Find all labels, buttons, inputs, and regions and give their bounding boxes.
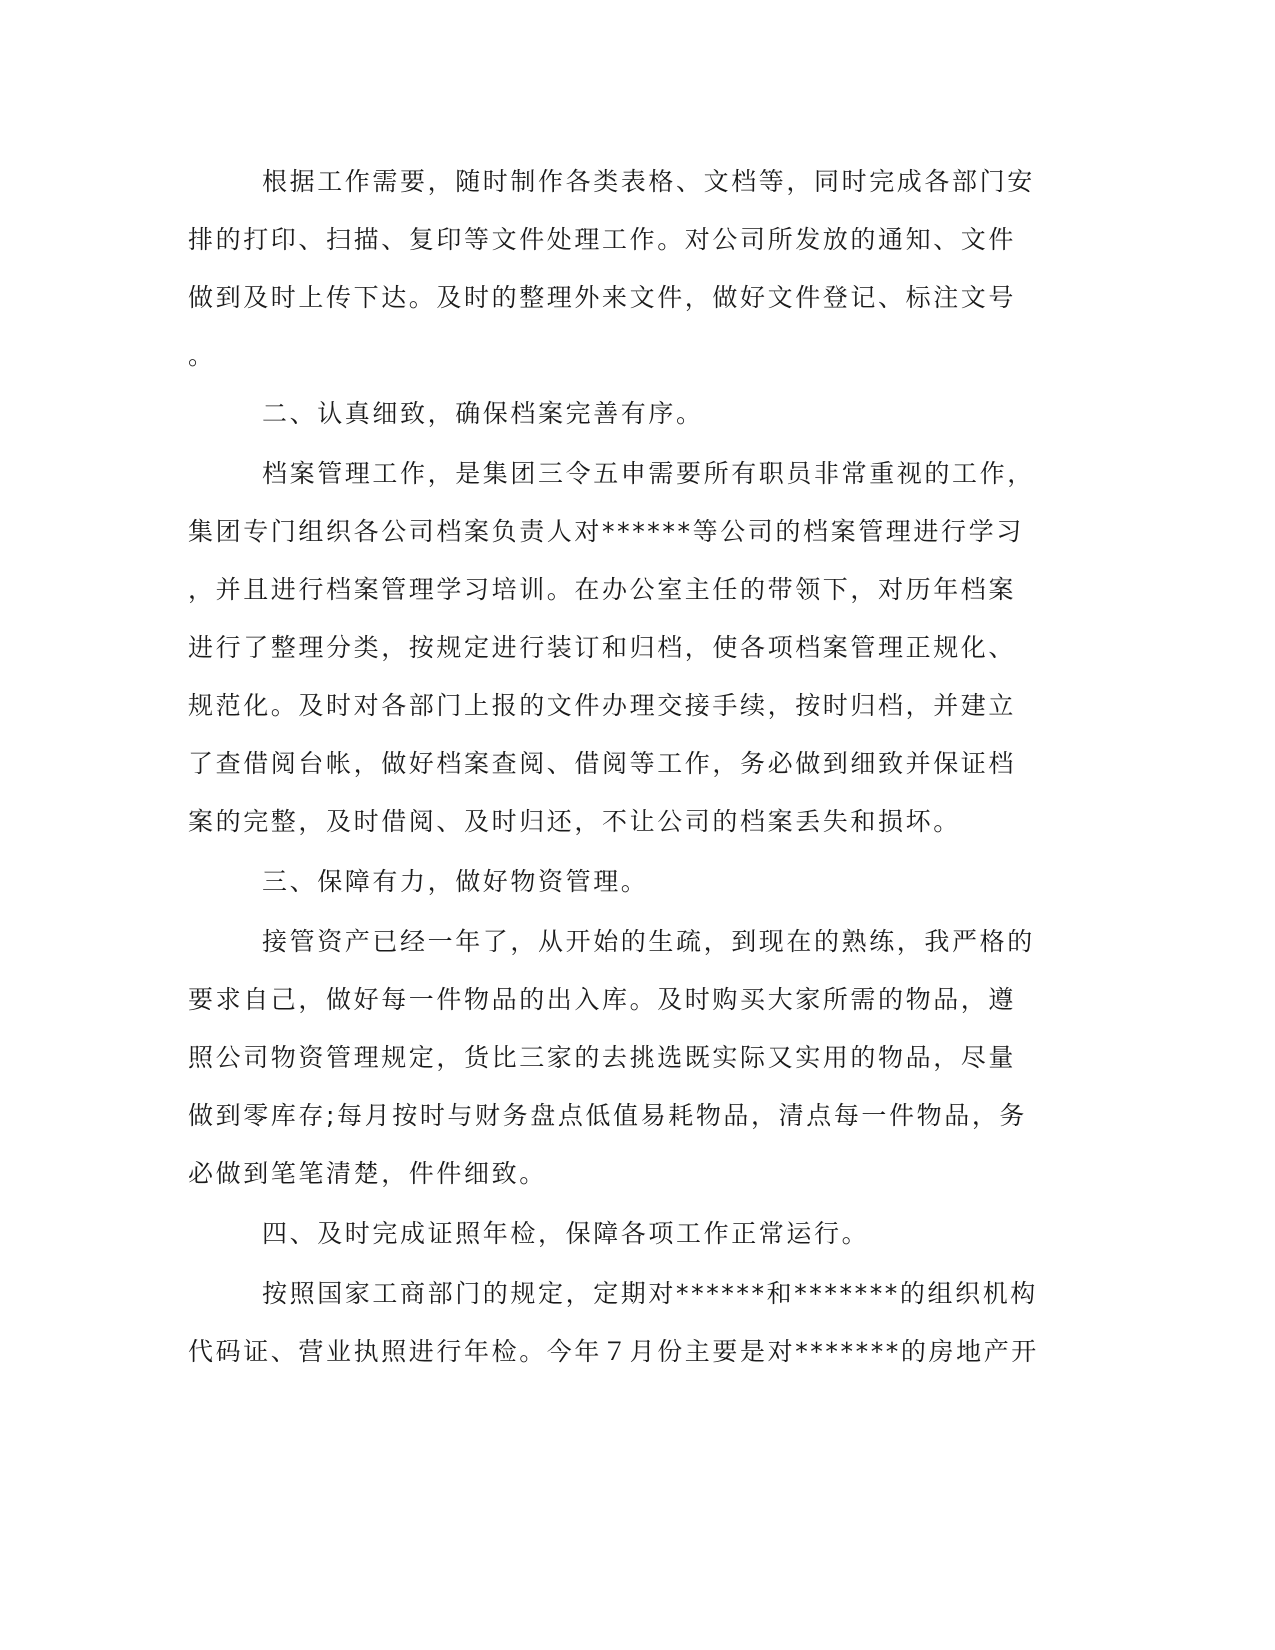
text-line: 档案管理工作，是集团三令五申需要所有职员非常重视的工作， (262, 459, 1035, 488)
text-line: 要求自己，做好每一件物品的出入库。及时购买大家所需的物品，遵 (188, 985, 1017, 1014)
text-line: 规范化。及时对各部门上报的文件办理交接手续，按时归档，并建立 (188, 691, 1017, 720)
text-line: 进行了整理分类，按规定进行装订和归档，使各项档案管理正规化、 (188, 633, 1017, 662)
text-line: 根据工作需要，随时制作各类表格、文档等，同时完成各部门安 (262, 167, 1035, 196)
section-heading: 四、及时完成证照年检，保障各项工作正常运行。 (262, 1219, 870, 1248)
text-line: 排的打印、扫描、复印等文件处理工作。对公司所发放的通知、文件 (188, 225, 1017, 254)
text-line: 按照国家工商部门的规定，定期对******和*******的组织机构 (262, 1279, 1038, 1308)
text-line: 集团专门组织各公司档案负责人对******等公司的档案管理进行学习 (188, 517, 1024, 546)
section-heading: 三、保障有力，做好物资管理。 (262, 867, 649, 896)
text-line: 案的完整，及时借阅、及时归还，不让公司的档案丢失和损坏。 (188, 807, 961, 836)
text-line: 做到零库存;每月按时与财务盘点低值易耗物品，清点每一件物品，务 (188, 1101, 1028, 1130)
text-line: 了查借阅台帐，做好档案查阅、借阅等工作，务必做到细致并保证档 (188, 749, 1017, 778)
text-line: 接管资产已经一年了，从开始的生疏，到现在的熟练，我严格的 (262, 927, 1035, 956)
text-line: ，并且进行档案管理学习培训。在办公室主任的带领下，对历年档案 (188, 575, 1017, 604)
text-line: 代码证、营业执照进行年检。今年７月份主要是对*******的房地产开 (188, 1337, 1039, 1366)
text-line: 做到及时上传下达。及时的整理外来文件，做好文件登记、标注文号 (188, 283, 1017, 312)
text-line: 。 (188, 341, 216, 370)
text-line: 照公司物资管理规定，货比三家的去挑选既实际又实用的物品，尽量 (188, 1043, 1017, 1072)
section-heading: 二、认真细致，确保档案完善有序。 (262, 399, 704, 428)
text-line: 必做到笔笔清楚，件件细致。 (188, 1159, 547, 1188)
